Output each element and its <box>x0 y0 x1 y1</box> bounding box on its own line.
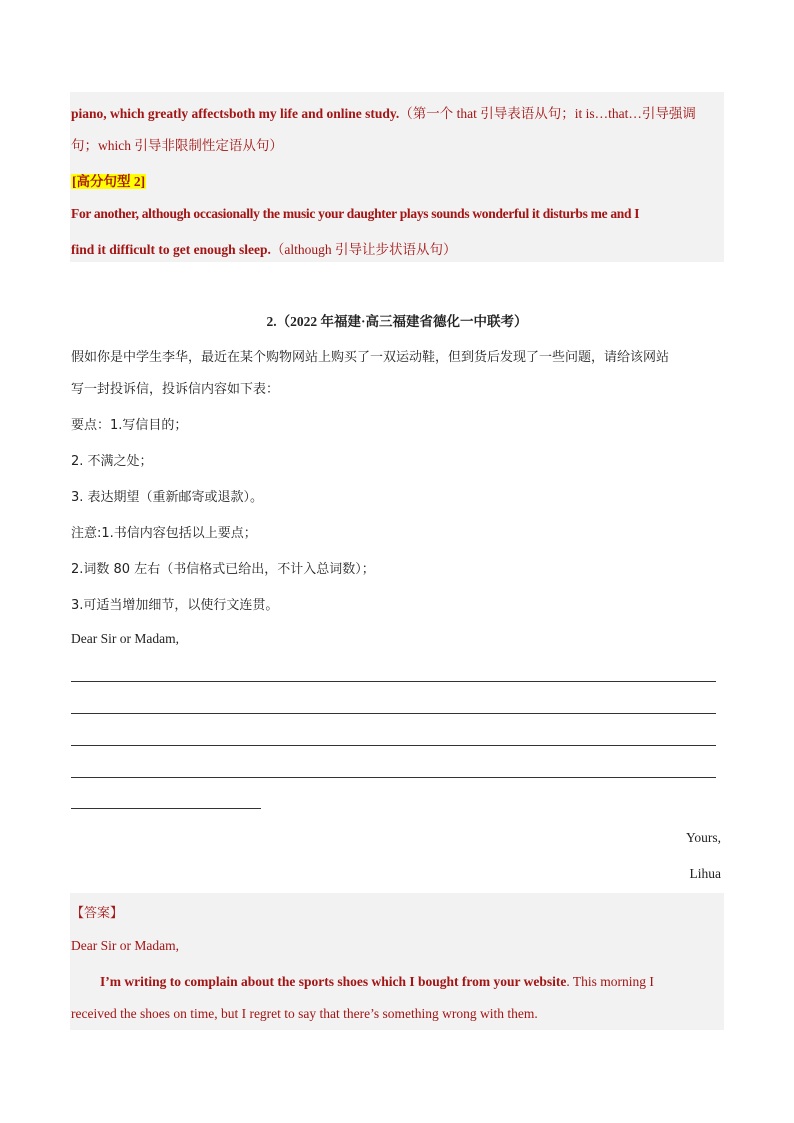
top-line-1 <box>71 102 696 122</box>
note-1: 注意:1.书信内容包括以上要点； <box>71 526 257 541</box>
note-2: 2.词数 80 左右（书信格式已给出，不计入总词数）； <box>71 562 375 577</box>
answer-sentence-1-bold: I’m writing to complain about the sports shoes which I bought from your website <box>100 974 567 989</box>
top-line-4-bold: find it difficult to get enough sleep. <box>71 242 271 257</box>
letter-signature: Lihua <box>689 866 721 881</box>
top-line-3: For another, although occasionally the music your daughter plays sounds wonderful it disturbs me and I <box>71 206 640 221</box>
answer-sentence-1-rest: . This morning I <box>566 974 654 989</box>
top-line-1-bold: piano, which greatly affectsboth my life and online study. <box>71 106 400 121</box>
question-prompt-2: 写一封投诉信，投诉信内容如下表： <box>71 382 280 397</box>
answer-label: 【答案】 <box>71 906 124 921</box>
top-line-1-note: （第一个 that 引导表语从句；it is…that…引导强调 <box>399 106 696 121</box>
question-title: 2.（2022 年福建·高三福建省德化一中联考） <box>266 314 528 329</box>
top-line-4-note: （although 引导让步状语从句） <box>270 242 457 257</box>
letter-closing: Yours, <box>685 830 721 845</box>
writing-line-short <box>71 808 261 809</box>
top-line-2: 句；which 引导非限制性定语从句） <box>71 138 283 153</box>
writing-line <box>71 777 716 778</box>
point-3: 3. 表达期望（重新邮寄或退款）。 <box>71 490 264 505</box>
top-line-4 <box>71 238 457 258</box>
writing-line <box>71 745 716 746</box>
writing-line <box>71 681 716 682</box>
high-score-label: [高分句型 2] <box>72 174 146 189</box>
letter-salutation: Dear Sir or Madam, <box>71 631 179 646</box>
writing-line <box>71 713 716 714</box>
note-3: 3.可适当增加细节，以使行文连贯。 <box>71 598 279 613</box>
point-2: 2. 不满之处； <box>71 454 153 469</box>
question-prompt-1: 假如你是中学生李华，最近在某个购物网站上购买了一双运动鞋，但到货后发现了一些问题，请给该网站 <box>71 350 670 365</box>
point-1: 要点：1.写信目的； <box>71 418 188 433</box>
answer-sentence-2: received the shoes on time, but I regret to say that there’s something wrong with them. <box>71 1006 538 1021</box>
answer-salutation: Dear Sir or Madam, <box>71 938 179 953</box>
answer-sentence-1 <box>100 974 654 990</box>
